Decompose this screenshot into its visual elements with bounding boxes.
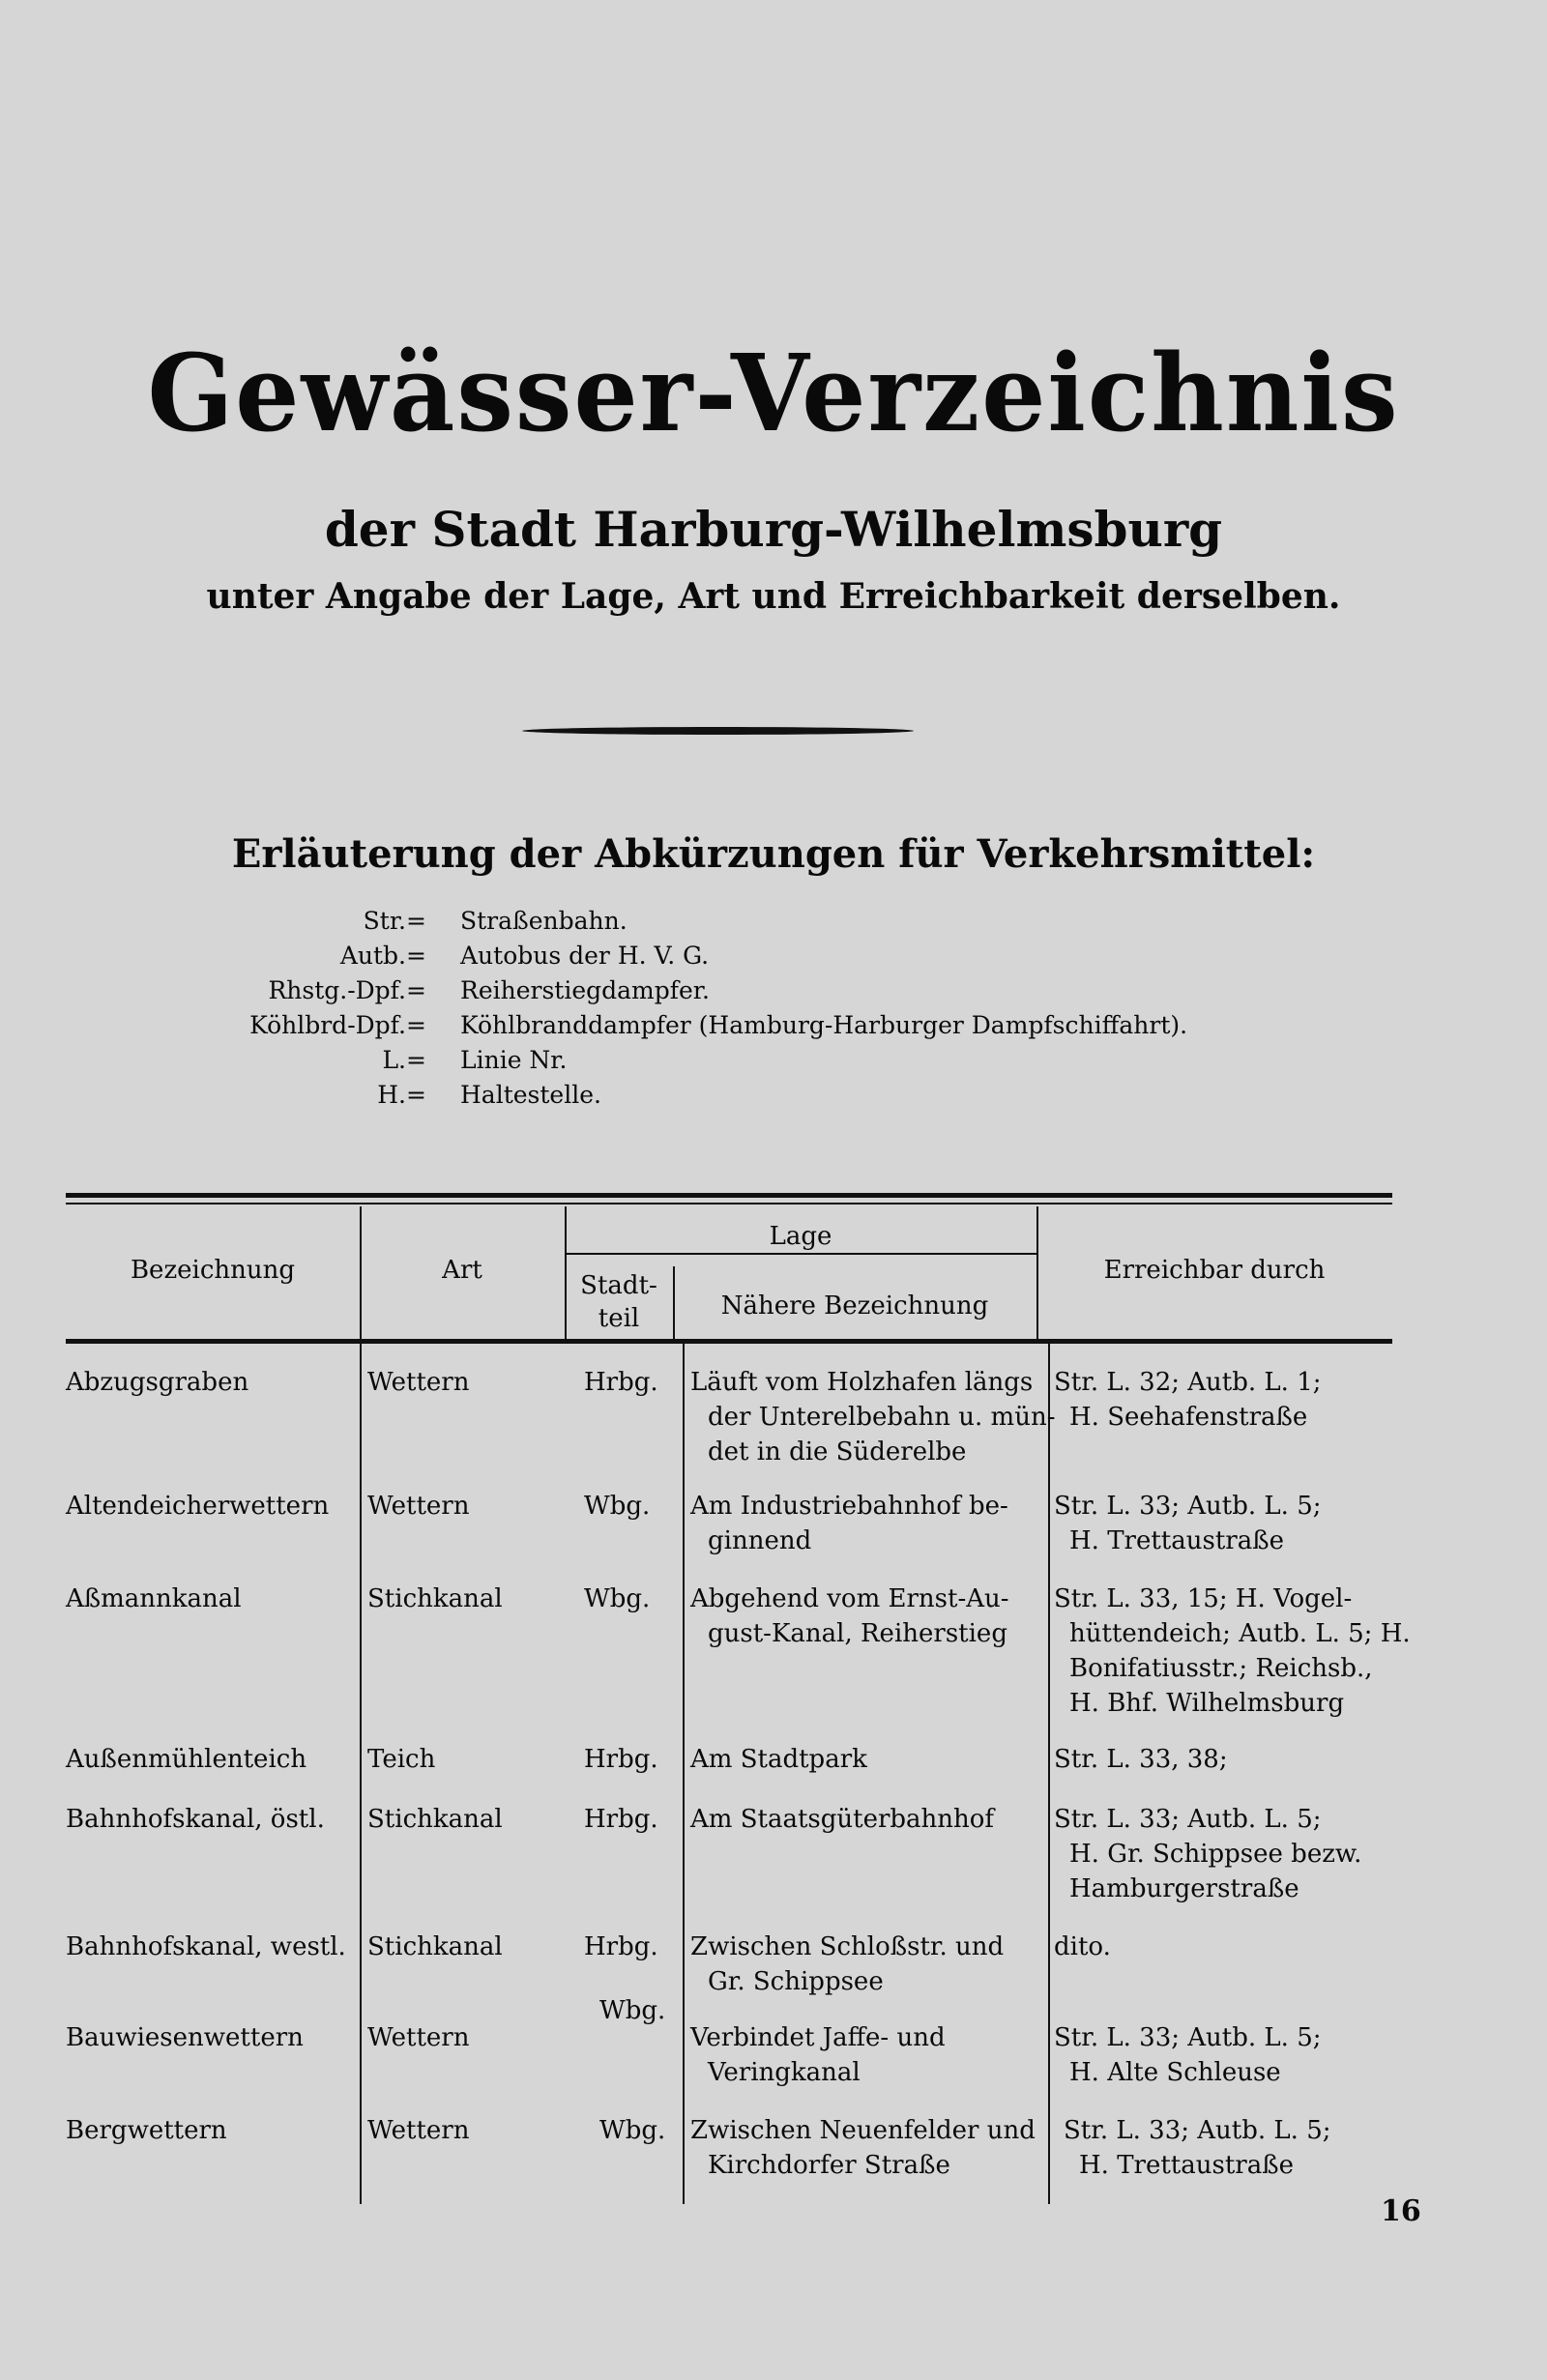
page-subtitle-secondary: unter Angabe der Lage, Art und Erreichbarkeit derselben.: [206, 576, 1341, 617]
cell-naehere-line: Zwischen Schloßstr. und: [690, 1932, 1005, 1961]
legend-abbr: Rhstg.-Dpf.: [268, 976, 406, 1004]
cell-bezeichnung: Aßmannkanal: [66, 1584, 242, 1613]
cell-naehere-line: Abgehend vom Ernst-Au-: [690, 1584, 1009, 1613]
cell-naehere-line: Am Stadtpark: [690, 1745, 867, 1774]
table-top-rule-thin: [66, 1203, 1392, 1205]
cell-stadtteil: Hrbg.: [584, 1932, 658, 1961]
legend-abbr: Autb.: [339, 942, 406, 970]
cell-naehere-line: der Unterelbebahn u. mün-: [708, 1403, 1056, 1432]
cell-naehere-line: Verbindet Jaffe- und: [690, 2023, 946, 2052]
header-subdivider: [565, 1253, 1036, 1255]
legend-abbr: L.: [382, 1046, 406, 1074]
cell-erreichbar-line: Str. L. 33; Autb. L. 5;: [1064, 2116, 1331, 2145]
cell-erreichbar-line: H. Alte Schleuse: [1069, 2058, 1281, 2087]
cell-erreichbar-line: H. Bhf. Wilhelmsburg: [1069, 1689, 1345, 1718]
cell-naehere-line: Kirchdorfer Straße: [708, 2151, 950, 2180]
cell-art: Stichkanal: [367, 1932, 503, 1961]
legend-definition: Reiherstiegdampfer.: [460, 976, 710, 1004]
table-top-rule: [66, 1193, 1392, 1198]
legend-equals: =: [406, 1081, 426, 1109]
legend-definition: Köhlbranddampfer (Hamburg-Harburger Dampfschiffahrt).: [460, 1011, 1188, 1039]
legend-equals: =: [406, 1046, 426, 1074]
legend-item: [0, 1043, 1547, 1078]
cell-naehere-line: Zwischen Neuenfelder und: [690, 2116, 1036, 2145]
cell-naehere-line: Läuft vom Holzhafen längs: [690, 1368, 1034, 1397]
cell-erreichbar-line: Str. L. 33, 38;: [1054, 1745, 1228, 1774]
cell-erreichbar-line: Str. L. 32; Autb. L. 1;: [1054, 1368, 1322, 1397]
cell-bezeichnung: Abzugsgraben: [66, 1368, 249, 1397]
cell-naehere-line: Am Staatsgüterbahnhof: [690, 1805, 995, 1834]
cell-stadtteil: Wbg.: [584, 1492, 651, 1521]
column-divider: [360, 1344, 362, 2204]
cell-naehere-line: det in die Süderelbe: [708, 1437, 967, 1466]
cell-bezeichnung: Bahnhofskanal, westl.: [66, 1932, 346, 1961]
cell-naehere-line: Gr. Schippsee: [708, 1967, 884, 1996]
legend-item: [0, 904, 1547, 939]
cell-stadtteil: Wbg.: [599, 1996, 666, 2025]
legend-item: [0, 1078, 1547, 1113]
column-divider: [683, 1344, 685, 2204]
legend-definition: Linie Nr.: [460, 1046, 568, 1074]
legend-equals: =: [406, 907, 426, 935]
cell-bezeichnung: Außenmühlenteich: [66, 1745, 307, 1774]
cell-erreichbar-line: Str. L. 33; Autb. L. 5;: [1054, 1805, 1322, 1834]
cell-art: Stichkanal: [367, 1805, 503, 1834]
cell-erreichbar-line: Bonifatiusstr.; Reichsb.,: [1069, 1654, 1373, 1683]
page-title: Gewässer-Verzeichnis: [147, 330, 1400, 456]
cell-art: Wettern: [367, 1492, 470, 1521]
legend-definition: Straßenbahn.: [460, 907, 628, 935]
header-bezeichnung: Bezeichnung: [130, 1256, 296, 1285]
cell-art: Wettern: [367, 1368, 470, 1397]
cell-stadtteil: Hrbg.: [584, 1745, 658, 1774]
cell-bezeichnung: Bergwettern: [66, 2116, 227, 2145]
cell-stadtteil: Hrbg.: [584, 1805, 658, 1834]
legend-abbr: H.: [377, 1081, 406, 1109]
cell-erreichbar-line: H. Trettaustraße: [1079, 2151, 1294, 2180]
cell-art: Teich: [367, 1745, 436, 1774]
header-art: Art: [442, 1256, 482, 1285]
legend-equals: =: [406, 942, 426, 970]
cell-bezeichnung: Bauwiesenwettern: [66, 2023, 304, 2052]
header-bottom-rule: [66, 1339, 1392, 1344]
legend-abbr: Str.: [363, 907, 406, 935]
cell-art: Wettern: [367, 2023, 470, 2052]
column-divider: [1048, 1344, 1050, 2204]
legend-item: [0, 1008, 1547, 1043]
cell-naehere-line: gust-Kanal, Reiherstieg: [708, 1619, 1007, 1648]
cell-stadtteil: Wbg.: [599, 2116, 666, 2145]
legend-equals: =: [406, 1011, 426, 1039]
cell-naehere-line: Am Industriebahnhof be-: [690, 1492, 1008, 1521]
cell-erreichbar-line: H. Trettaustraße: [1069, 1526, 1284, 1555]
cell-naehere-line: Veringkanal: [708, 2058, 861, 2087]
cell-naehere-line: ginnend: [708, 1526, 812, 1555]
cell-erreichbar-line: hüttendeich; Autb. L. 5; H.: [1069, 1619, 1411, 1648]
cell-bezeichnung: Bahnhofskanal, östl.: [66, 1805, 325, 1834]
cell-erreichbar-line: Str. L. 33; Autb. L. 5;: [1054, 2023, 1322, 2052]
legend-definition: Haltestelle.: [460, 1081, 601, 1109]
cell-bezeichnung: Altendeicherwettern: [66, 1492, 330, 1521]
page-subtitle: der Stadt Harburg-Wilhelmsburg: [324, 501, 1223, 558]
cell-erreichbar-line: Str. L. 33, 15; H. Vogel-: [1054, 1584, 1353, 1613]
cell-art: Stichkanal: [367, 1584, 503, 1613]
legend-abbr: Köhlbrd-Dpf.: [249, 1011, 406, 1039]
legend-definition: Autobus der H. V. G.: [460, 942, 710, 970]
legend-equals: =: [406, 976, 426, 1004]
legend-item: [0, 973, 1547, 1008]
cell-erreichbar-line: Str. L. 33; Autb. L. 5;: [1054, 1492, 1322, 1521]
cell-erreichbar-line: H. Gr. Schippsee bezw.: [1069, 1840, 1362, 1869]
header-stadtteil: Stadt- teil: [580, 1271, 657, 1333]
header-erreichbar: Erreichbar durch: [1103, 1256, 1326, 1285]
cell-art: Wettern: [367, 2116, 470, 2145]
cell-stadtteil: Hrbg.: [584, 1368, 658, 1397]
header-lage: Lage: [769, 1222, 832, 1251]
header-naehere-bezeichnung: Nähere Bezeichnung: [720, 1292, 989, 1321]
legend-item: [0, 939, 1547, 973]
cell-erreichbar-line: H. Seehafenstraße: [1069, 1403, 1308, 1432]
cell-erreichbar-line: Hamburgerstraße: [1069, 1874, 1299, 1903]
legend-heading: Erläuterung der Abkürzungen für Verkehrsmittel:: [231, 831, 1316, 877]
cell-erreichbar-line: dito.: [1054, 1932, 1111, 1961]
decorative-rule: [522, 727, 914, 735]
cell-stadtteil: Wbg.: [584, 1584, 651, 1613]
page-number: 16: [1381, 2194, 1421, 2228]
